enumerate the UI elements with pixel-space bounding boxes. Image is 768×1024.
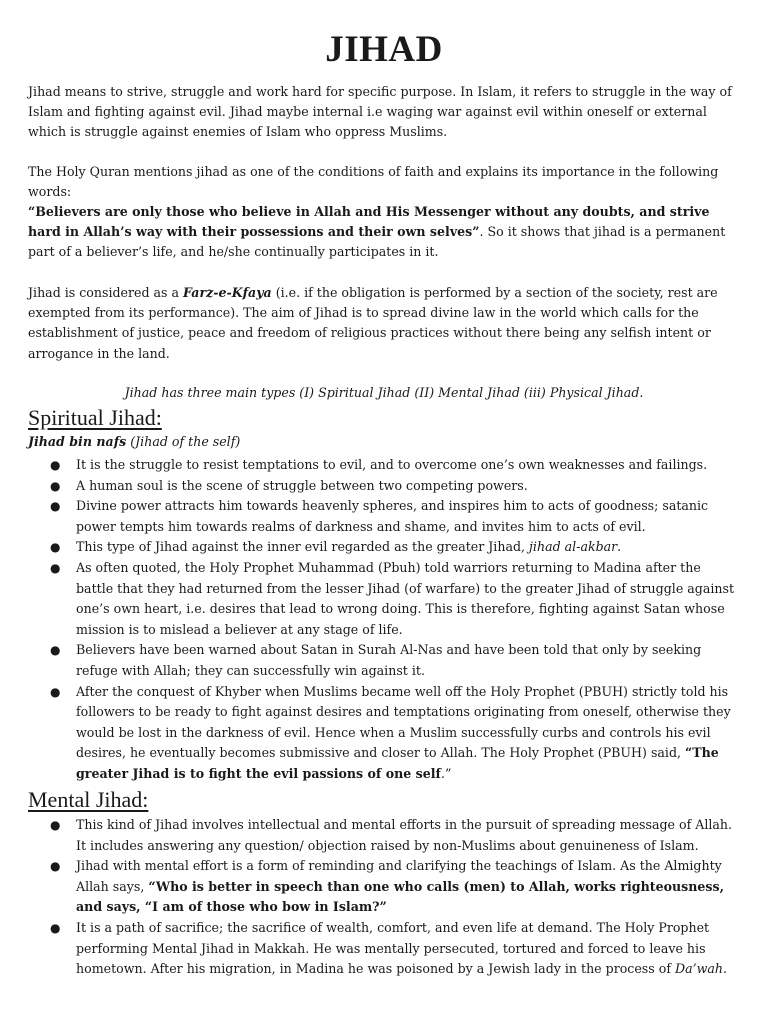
dawah-term: Da’wah [674, 961, 723, 977]
list-item [28, 558, 740, 640]
list-item-text: This type of Jihad against the inner evil regarded as the greater Jihad, [76, 539, 530, 555]
list-item [28, 856, 740, 918]
bullet-icon: ● [50, 499, 61, 514]
jihad-al-akbar: jihad al-akbar [529, 539, 618, 555]
spiritual-bullet-list [28, 455, 740, 785]
bullet-icon: ● [50, 478, 61, 493]
bullet-icon: ● [50, 684, 61, 699]
list-item-text-end: .” [440, 765, 452, 781]
page-title: JIHAD [325, 29, 443, 70]
list-item-text: A human soul is the scene of struggle between two competing powers. [76, 477, 528, 493]
list-item-text: This kind of Jihad involves intellectual and mental efforts in the pursuit of spreading message of Allah. It includes answering any question/ objection raised by non-Muslims about genuineness of Islam. [76, 817, 733, 853]
farz-text-pre: Jihad is considered as a [28, 285, 184, 300]
list-item-text: As often quoted, the Holy Prophet Muhammad (Pbuh) told warriors returning to Madina after the battle that they had returned from the lesser Jihad (of warfare) to the greater Jihad of struggle against one’s own heart, i.e. desires that lead to wrong doing. This is therefore, fighting against Satan whose mission is to mislead a believer at any stage of life. [76, 559, 735, 637]
list-item-text: It is a path of sacrifice; the sacrifice of wealth, comfort, and even life at demand. The Holy Prophet performing Mental Jihad in Makkah. He was mentally persecuted, tortured and forced to leave his hometown. After his migration, in Madina he was poisoned by a Jewish lady in the process of [76, 919, 710, 977]
bullet-icon: ● [50, 458, 61, 472]
list-item [28, 476, 740, 497]
list-item [28, 455, 740, 476]
intro-paragraph-3 [28, 202, 740, 263]
intro-paragraph-2: The Holy Quran mentions jihad as one of the conditions of faith and explains its importance in the following words: [28, 164, 719, 200]
farz-text-post: (i.e. if the obligation is performed by a section of the society, rest are exempted from its performance). The aim of Jihad is to spread divine law in the world which calls for the establishment of justice, peace and freedom of religious practices without there being any selfish intent or arrogance in the land. [28, 285, 718, 361]
types-line-text: Jihad has three main types (I) Spiritual Jihad (II) Mental Jihad (iii) Physical Jihad. [124, 385, 644, 400]
quran-verse-quote: “Who is better in speech than one who calls (men) to Allah, works righteousness, and says, “I am of those who bow in Islam?” [76, 878, 724, 915]
list-item [28, 682, 740, 785]
intro-paragraph-4 [28, 283, 740, 364]
list-item-text: Jihad with mental effort is a form of reminding and clarifying the teachings of Islam. As the Almighty Allah says, [76, 858, 722, 894]
bullet-icon: ● [50, 818, 61, 832]
quran-quote: “Believers are only those who believe in Allah and His Messenger without any doubts, and strive hard in Allah’s way with their possessions and their own selves” [28, 204, 710, 240]
list-item [28, 640, 740, 681]
bullet-icon: ● [50, 920, 61, 935]
bullet-icon: ● [50, 540, 61, 555]
mental-jihad-heading: Mental Jihad: [28, 787, 149, 812]
jihad-bin-nafs: Jihad bin nafs [28, 434, 127, 449]
mental-bullet-list [28, 815, 740, 980]
list-item [28, 537, 740, 558]
list-item-text-end: . [723, 961, 728, 977]
list-item-text: Believers have been warned about Satan in Surah Al-Nas and have been told that only by seeking refuge with Allah; they can successfully win against it. [76, 642, 702, 678]
list-item-text: Divine power attracts him towards heavenly spheres, and inspires him to acts of goodness; satanic power tempts him towards realms of darkness and shame, and invites him to acts of evil. [76, 498, 709, 534]
intro-paragraph-1: Jihad means to strive, struggle and work hard for specific purpose. In Islam, it refers to struggle in the way of Islam and fighting against evil. Jihad maybe internal i.e waging war against evil within oneself or external which is struggle against enemies of Islam who oppress Muslims. [28, 84, 732, 140]
list-item-text: After the conquest of Khyber when Muslims became well off the Holy Prophet (PBUH) strictly told his followers to be ready to fight against desires and temptations originating from oneself, otherwise they would be lost in the darkness of evil. Hence when a Muslim successfully curbs and controls his evil desires, he eventually becomes submissive and closer to Allah. The Holy Prophet (PBUH) said, [76, 683, 731, 761]
bullet-icon: ● [50, 643, 61, 658]
hadith-quote: “The greater Jihad is to fight the evil passions of one self [76, 745, 719, 781]
quran-quote-followup: . So it shows that jihad is a permanent part of a believer’s life, and he/she continually participates in it. [28, 224, 726, 260]
jihad-of-self: (Jihad of the self) [126, 434, 241, 449]
farz-term: Farz-e-Kfaya [183, 285, 272, 300]
list-item-text: It is the struggle to resist temptations to evil, and to overcome one’s own weaknesses and failings. [76, 457, 708, 472]
spiritual-jihad-heading: Spiritual Jihad: [28, 405, 162, 430]
list-item [28, 496, 740, 537]
list-item [28, 815, 740, 856]
bullet-icon: ● [50, 560, 61, 575]
types-line [28, 383, 740, 403]
bullet-icon: ● [50, 859, 61, 874]
list-item-text-end: . [617, 539, 622, 555]
list-item [28, 918, 740, 980]
spiritual-subheading [28, 432, 740, 452]
